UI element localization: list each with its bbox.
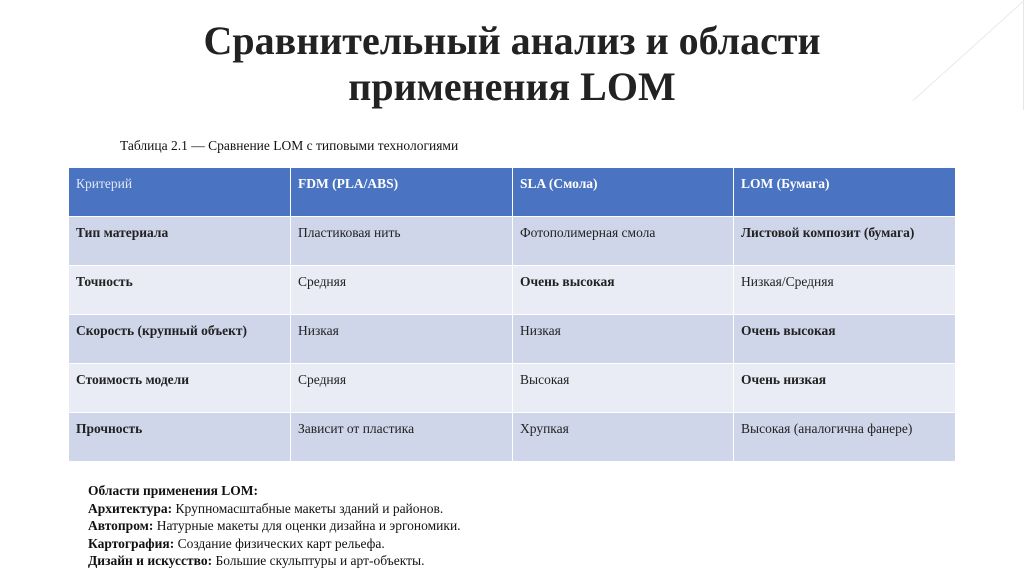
cell-criterion: Скорость (крупный объект) <box>69 315 291 364</box>
notes-heading: Области применения LOM: <box>88 483 259 498</box>
cell-criterion: Прочность <box>69 413 291 462</box>
cell-fdm: Зависит от пластика <box>291 413 513 462</box>
cell-criterion: Тип материала <box>69 217 291 266</box>
list-item <box>88 535 461 553</box>
table-row <box>69 266 956 315</box>
cell-fdm: Низкая <box>291 315 513 364</box>
list-item <box>88 552 461 570</box>
note-text: Большие скульптуры и арт-объекты. <box>215 553 425 568</box>
cell-criterion: Точность <box>69 266 291 315</box>
header-sla: SLA (Смола) <box>513 168 734 217</box>
table-caption: Таблица 2.1 — Сравнение LOM с типовыми технологиями <box>120 138 459 153</box>
cell-sla: Низкая <box>513 315 734 364</box>
table-row <box>69 217 956 266</box>
list-item <box>88 500 461 518</box>
note-text: Натурные макеты для оценки дизайна и эргономики. <box>156 518 461 533</box>
cell-sla: Высокая <box>513 364 734 413</box>
header-lom: LOM (Бумага) <box>734 168 956 217</box>
header-fdm: FDM (PLA/ABS) <box>291 168 513 217</box>
table-row <box>69 364 956 413</box>
table-header-row <box>69 168 956 217</box>
table-row <box>69 315 956 364</box>
note-key: Автопром: <box>88 518 154 533</box>
cell-fdm: Средняя <box>291 364 513 413</box>
slide-title-line-2: применения LOM <box>348 64 676 109</box>
note-text: Создание физических карт рельефа. <box>177 535 385 551</box>
cell-sla: Фотополимерная смола <box>513 217 734 266</box>
cell-lom: Высокая (аналогична фанере) <box>734 413 956 462</box>
list-item <box>88 517 461 535</box>
cell-lom: Очень низкая <box>734 364 956 413</box>
slide-title <box>0 18 1024 110</box>
note-key: Дизайн и искусство: <box>88 553 213 568</box>
cell-lom: Листовой композит (бумага) <box>734 217 956 266</box>
header-criterion: Критерий <box>69 168 291 217</box>
applications-notes <box>88 482 461 570</box>
cell-sla: Хрупкая <box>513 413 734 462</box>
slide-title-line-1: Сравнительный анализ и области <box>203 18 821 63</box>
note-text: Крупномасштабные макеты зданий и районов. <box>175 500 444 516</box>
cell-fdm: Средняя <box>291 266 513 315</box>
comparison-table <box>68 167 956 462</box>
note-key: Архитектура: <box>88 500 173 516</box>
note-key: Картография: <box>88 535 175 551</box>
cell-lom: Очень высокая <box>734 315 956 364</box>
table-row <box>69 413 956 462</box>
cell-criterion: Стоимость модели <box>69 364 291 413</box>
cell-sla: Очень высокая <box>513 266 734 315</box>
cell-lom: Низкая/Средняя <box>734 266 956 315</box>
cell-fdm: Пластиковая нить <box>291 217 513 266</box>
